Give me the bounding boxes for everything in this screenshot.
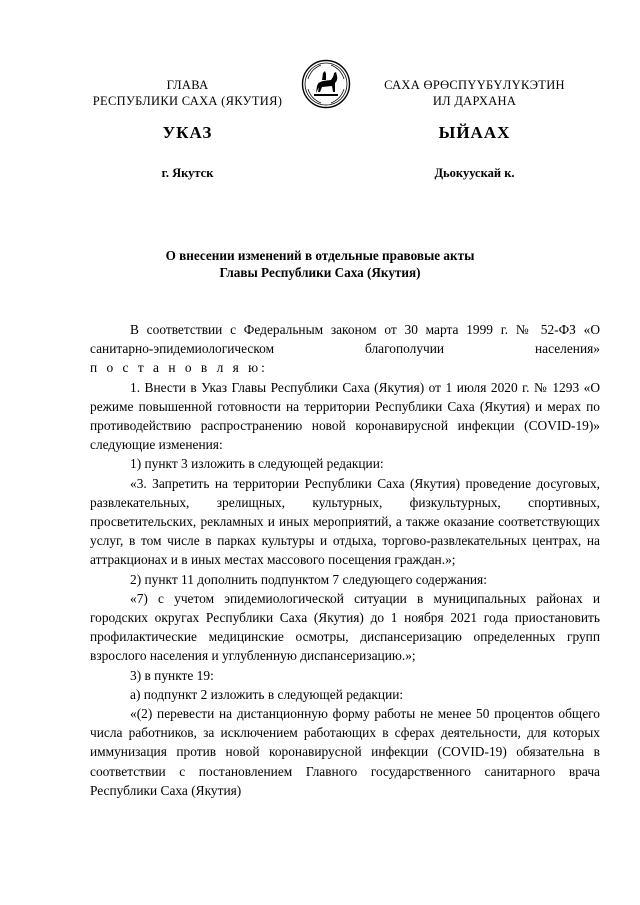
decree-label-sah: ЫЙААХ [438,123,511,142]
left-org-line2: РЕСПУБЛИКИ САХА (ЯКУТИЯ) [92,94,283,108]
paragraph-quote-2: «(2) перевести на дистанционную форму работы не менее 50 процентов общего числа работников, за исключением работающих в сферах деятельности, для которых иммунизация против новой коронавирусной инфекции (COVID-19) обязательна в соответствии с постановлением Главного государственного санитарного врача Республики Саха (Якутия) [90,706,600,798]
paragraph-item-1: 1. Внести в Указ Главы Республики Саха (Якутия) от 1 июля 2020 г. № 1293 «О режиме повышенной готовности на территории Республики Саха (Якутия) и мерах по противодействию распространению новой коронавирусной инфекции (COVID-19)» следующие изменения: [90,379,600,453]
document-title [140,247,500,281]
right-org-line2: ИЛ ДАРХАНА [432,94,517,108]
paragraph-preamble: В соответствии с Федеральным законом от 30 марта 1999 г. № 52-ФЗ «О санитарно-эпидемиологическом благополучии населения» [90,322,600,357]
paragraph-quote-7: «7) с учетом эпидемиологической ситуации в муниципальных районах и городских округах Республики Саха (Якутия) до 1 ноября 2021 года приостановить профилактические медицинские осмотры, диспансеризацию определенных групп взрослого населения и углубленную диспансеризацию.»; [90,590,600,664]
right-org-name [352,77,597,109]
paragraph-subitem-3: 3) в пункте 19: [130,667,214,683]
document-body [90,320,600,800]
paragraph-quote-3: «3. Запретить на территории Республики Саха (Якутия) проведение досуговых, развлекательных, зрелищных, культурных, физкультурных, спортивных, просветительских, рекламных и иных мероприятий, а также оказание соответствующих услуг, в том числе в парках культуры и отдыха, торгово-развлекательных центрах, на аттракционах и в иных местах массового посещения граждан.»; [90,475,600,568]
title-line2: Главы Республики Саха (Якутия) [219,265,421,280]
paragraph-decree-word: п о с т а н о в л я ю: [90,360,268,376]
title-line1: О внесении изменений в отдельные правовые акты [165,248,475,263]
right-org-line1: САХА ӨРӨСПҮҮБҮЛҮКЭТИН [384,78,565,92]
paragraph-subitem-1: 1) пункт 3 изложить в следующей редакции: [130,456,384,472]
paragraph-subitem-2: 2) пункт 11 дополнить подпунктом 7 следующего содержания: [130,571,487,587]
left-org-name [80,77,295,109]
decree-label-ru: УКАЗ [162,123,213,142]
paragraph-subitem-a: а) подпункт 2 изложить в следующей редакции: [130,686,404,702]
coat-of-arms-emblem-icon [301,59,351,109]
city-ru: г. Якутск [161,166,214,180]
left-org-line1: ГЛАВА [166,78,209,92]
city-sah: Дьокуускай к. [434,166,515,180]
